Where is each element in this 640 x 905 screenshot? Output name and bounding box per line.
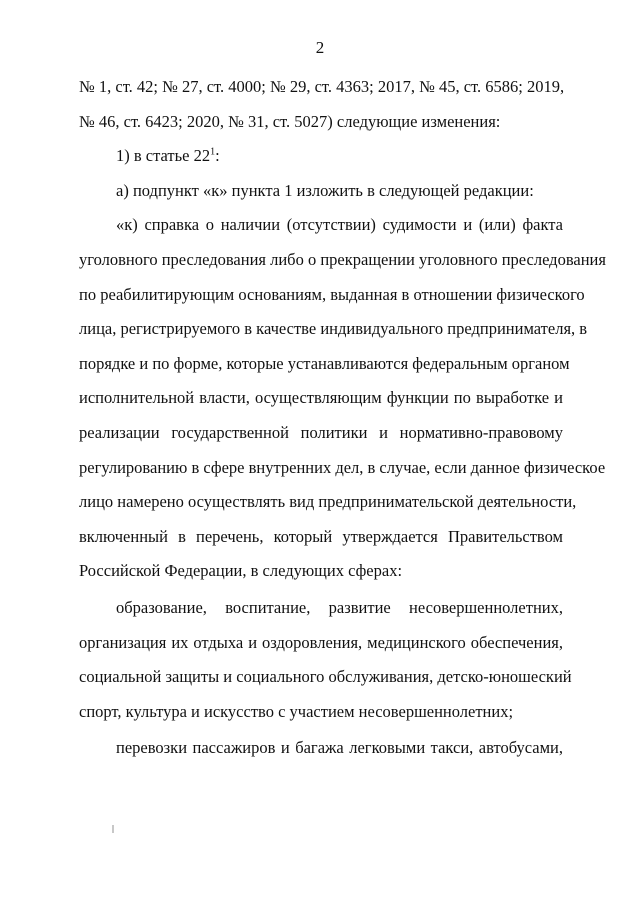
text-line: лица, регистрируемого в качестве индивидуального предпринимателя, в — [79, 319, 588, 339]
article-heading — [79, 139, 563, 174]
text-line: порядке и по форме, которые устанавливаются федеральным органом — [79, 353, 570, 373]
article-heading-colon: : — [215, 146, 220, 166]
text-line: регулированию в сфере внутренних дел, в случае, если данное физическое — [79, 457, 606, 477]
text-line: а) подпункт «к» пункта 1 изложить в следующей редакции: — [116, 180, 534, 200]
text-line: спорт, культура и искусство с участием несовершеннолетних; — [79, 701, 514, 721]
text-line: № 1, ст. 42; № 27, ст. 4000; № 29, ст. 4363; 2017, № 45, ст. 6586; 2019, — [79, 77, 565, 96]
text-line: по реабилитирующим основаниям, выданная в отношении физического — [79, 284, 585, 304]
text-line: включенный в перечень, который утверждается Правительством — [79, 526, 563, 546]
text-line: Российской Федерации, в следующих сферах: — [79, 561, 403, 581]
text-line: образование, воспитание, развитие несовершеннолетних, — [116, 597, 563, 617]
text-line: перевозки пассажиров и багажа легковыми такси, автобусами, — [116, 738, 563, 758]
text-line: «к) справка о наличии (отсутствии) судимости и (или) факта — [116, 215, 563, 235]
text-line: организация их отдыха и оздоровления, медицинского обеспечения, — [79, 632, 563, 652]
text-line: № 46, ст. 6423; 2020, № 31, ст. 5027) следующие изменения: — [79, 111, 501, 131]
article-superscript: 1 — [210, 146, 216, 158]
text-line: социальной защиты и социального обслуживания, детско-юношеский — [79, 667, 572, 687]
text-line: исполнительной власти, осуществляющим функции по выработке и — [79, 388, 563, 408]
text-line: лицо намерено осуществлять вид предпринимательской деятельности, — [79, 492, 577, 512]
article-heading-text: 1) в статье 22 — [116, 146, 211, 166]
text-line: уголовного преследования либо о прекращении уголовного преследования — [79, 249, 606, 269]
document-body — [79, 70, 606, 766]
page-number: 2 — [315, 38, 325, 57]
scan-artifact — [112, 825, 114, 833]
text-line: реализации государственной политики и нормативно-правовому — [79, 422, 563, 442]
